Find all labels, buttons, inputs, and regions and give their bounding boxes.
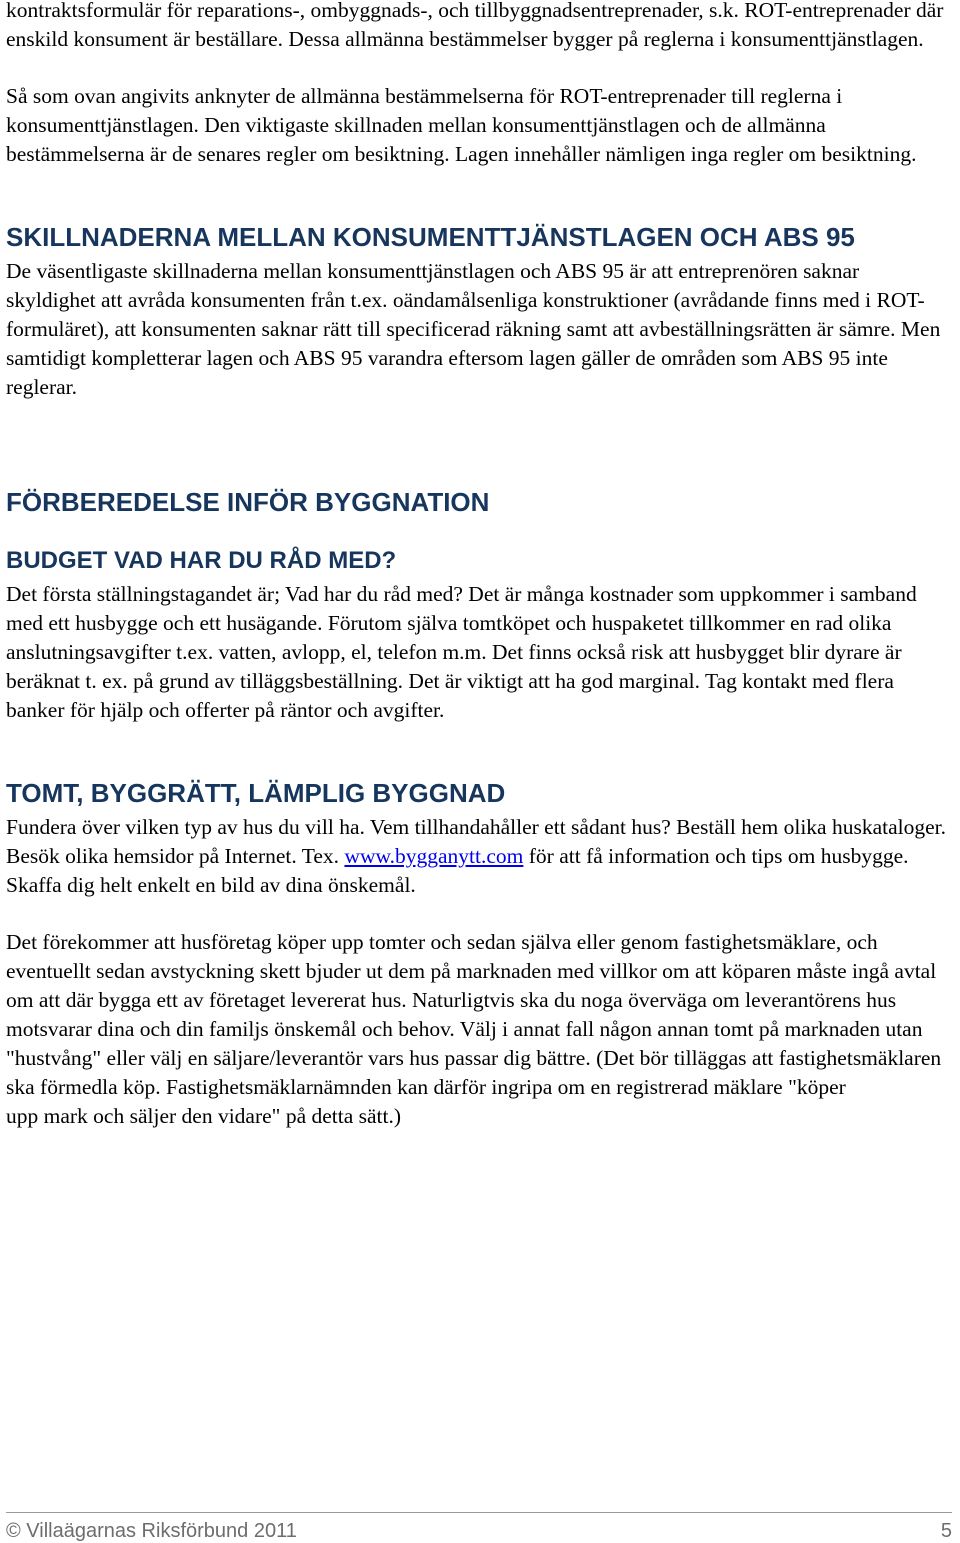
tomt-text-after-link: för att få information och tips om husbygge. Skaffa dig helt enkelt en bild av dina önskemål. bbox=[6, 844, 909, 897]
footer-page-number: 5 bbox=[940, 1520, 952, 1542]
section-heading-tomt: TOMT, BYGGRÄTT, LÄMPLIG BYGGNAD bbox=[6, 778, 506, 808]
section-paragraph-tomt-2 bbox=[6, 928, 954, 1131]
tomt-text-before-link: Fundera över vilken typ av hus du vill ha. Vem tillhandahåller ett sådant hus? Beställ hem olika huskataloger. Besök olika hemsidor på Internet. Tex. bbox=[6, 815, 947, 868]
tomt-paragraph-last-line: upp mark och säljer den vidare" på detta sätt.) bbox=[6, 1104, 402, 1128]
bygganytt-link[interactable]: www.bygganytt.com bbox=[344, 844, 524, 868]
section-paragraph-tomt-1 bbox=[6, 813, 954, 900]
subsection-paragraph-budget: Det första ställningstagandet är; Vad har du råd med? Det är många kostnader som uppkommer i samband med ett husbygge och ett husägande. Förutom själva tomtköpet och huspaketet tillkommer en rad olika anslutningsavgifter t.ex. vatten, avlopp, el, telefon m.m. Det finns också risk att husbygget blir dyrare är beräknat t. ex. på grund av tilläggsbeställning. Det är viktigt att ha god marginal. Tag kontakt med flera banker för hjälp och offerter på räntor och avgifter. bbox=[6, 582, 917, 722]
section-heading-skillnaderna: SKILLNADERNA MELLAN KONSUMENTTJÄNSTLAGEN OCH ABS 95 bbox=[6, 222, 855, 252]
intro-paragraph-2: Så som ovan angivits anknyter de allmänna bestämmelserna för ROT-entreprenader till reglerna i konsumenttjänstlagen. Den viktigaste skillnaden mellan konsumenttjänstlagen och de allmänna bestämmelserna är de senares regler om besiktning. Lagen innehåller nämligen inga regler om besiktning. bbox=[6, 84, 917, 166]
tomt-paragraph-main: Det förekommer att husföretag köper upp tomter och sedan själva eller genom fastighetsmäklare, och eventuellt sedan avstyckning skett bjuder ut dem på marknaden med villkor om att köparen måste ingå avtal om att där bygga ett av företaget levererat hus. Naturligtvis ska du noga överväga om leverantörens hus motsvarar dina och din familjs önskemål och behov. Välj i annat fall någon annan tomt på marknaden utan "hustvång" eller välj en säljare/leverantör vars hus passar dig bättre. (Det bör tilläggas att fastighetsmäklaren ska förmedla köp. Fastighetsmäklarnämnden kan därför ingripa om en registrerad mäklare "köper bbox=[6, 930, 942, 1099]
section-paragraph-skillnaderna: De väsentligaste skillnaderna mellan konsumenttjänstlagen och ABS 95 är att entreprenören saknar skyldighet att avråda konsumenten från t.ex. oändamålsenliga konstruktioner (avrådande finns med i ROT-formuläret), att konsumenten saknar rätt till specificerad räkning samt att avbeställningsrätten är sämre. Men samtidigt kompletterar lagen och ABS 95 varandra eftersom lagen gäller de områden som ABS 95 inte reglerar. bbox=[6, 259, 941, 399]
document-page bbox=[6, 0, 954, 1131]
page-footer bbox=[6, 1512, 952, 1543]
footer-copyright: © Villaägarnas Riksförbund 2011 bbox=[6, 1520, 297, 1542]
subsection-heading-budget: BUDGET VAD HAR DU RÅD MED? bbox=[6, 547, 397, 574]
section-heading-forberedelse: FÖRBEREDELSE INFÖR BYGGNATION bbox=[6, 487, 490, 517]
intro-paragraph-1: kontraktsformulär för reparations-, ombyggnads-, och tillbyggnadsentreprenader, s.k. ROT-entreprenader där enskild konsument är beställare. Dessa allmänna bestämmelser bygger på reglerna i konsumenttjänstlagen. bbox=[6, 0, 944, 51]
